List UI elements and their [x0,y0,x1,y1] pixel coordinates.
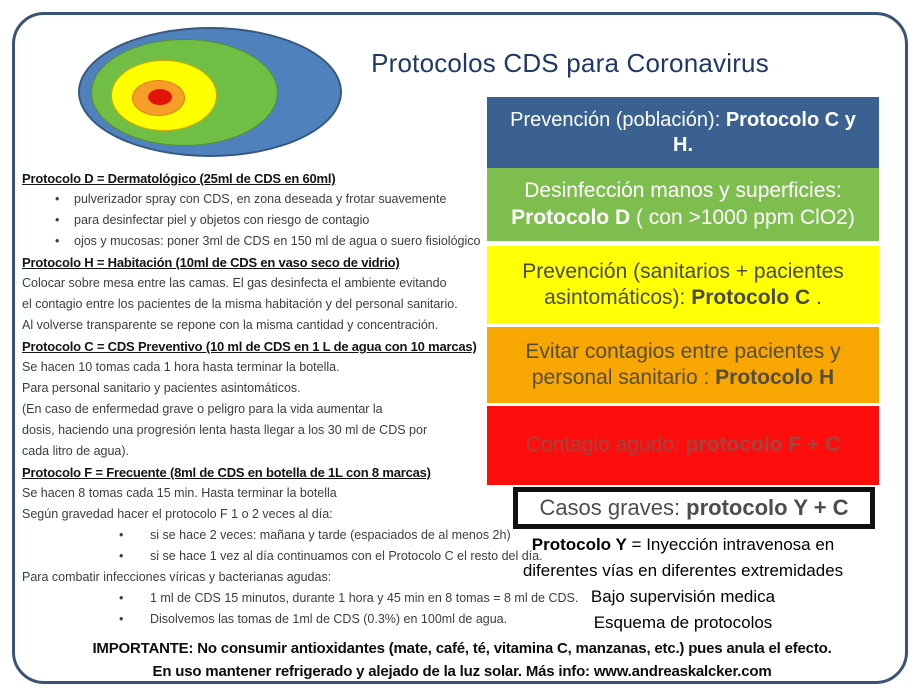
note-line-3: Bajo supervisión medica [590,587,776,606]
text-line: cada litro de agua). [22,444,130,458]
bullet-item: • pulverizador spray con CDS, en zona deseada y frotar suavemente [22,189,492,210]
bullet-item: • Disolvemos las tomas de 1ml de CDS (0.3%) en 100ml de agua. [22,609,492,630]
box-text [499,178,867,231]
box-text-pre: Prevención (sanitarios + pacientes asintomáticos): [522,259,850,309]
box-text-pre: Casos graves: [539,495,687,520]
text-line: Para personal sanitario y pacientes asintomáticos. [22,381,301,395]
note-line-2: diferentes vías en diferentes extremidades [522,561,844,580]
box-text-pre: Prevención (población): [510,108,726,131]
box-text-pre: Contagio agudo: [525,433,686,457]
box-text-bold: Protocolo C y H. [673,108,862,156]
box-text [526,432,841,458]
protocol-box-prevencion-poblacion [487,97,879,168]
box-text [499,259,867,312]
box-text-post: . [810,286,822,309]
text-line: (En caso de enfermedad grave o peligro para la vida aumentar la [22,402,383,416]
text-line: el contagio entre los pacientes de la misma habitación y del personal sanitario. [22,297,458,311]
bullet-item: • 1 ml de CDS 15 minutos, durante 1 hora y 45 min en 8 tomas = 8 ml de CDS. [22,588,492,609]
box-text-post: ( con >1000 ppm ClO2) [630,205,855,229]
box-text [539,495,848,521]
bullet-item: • para desinfectar piel y objetos con riesgo de contagio [22,210,492,231]
footer-line-2: En uso mantener refrigerado y alejado de la luz solar. Más info: www.andreaskalcker.com [152,663,772,680]
box-text-bold: protocolo Y + C [686,495,849,520]
note-bold: Protocolo Y [531,535,627,554]
protocol-y-note [487,532,879,636]
note-line-1 [487,532,879,558]
box-text-bold: Protocolo H [715,366,835,389]
box-text-bold: Protocolo C [691,286,811,309]
text-line: Se hacen 8 tomas cada 15 min. Hasta terminar la botella [22,486,337,500]
text-line: Al volverse transparente se repone con la misma cantidad y concentración. [22,318,439,332]
note-line-4: Esquema de protocolos [593,613,773,632]
bullet-item: • ojos y mucosas: poner 3ml de CDS en 150 ml de agua o suero fisiológico [22,231,492,252]
bullet-item: • si se hace 2 veces: mañana y tarde (espaciados de al menos 2h) [22,525,492,546]
protocol-d-header: Protocolo D = Dermatológico (25ml de CDS en 60ml) [22,171,336,186]
box-text-bold: Protocolo D [511,205,631,229]
protocol-f-header: Protocolo F = Frecuente (8ml de CDS en botella de 1L con 8 marcas) [22,465,431,480]
ellipse-ring-red [148,89,172,105]
protocol-box-contagio-agudo [487,406,879,485]
protocol-box-desinfeccion [487,168,879,241]
protocol-c-header: Protocolo C = CDS Preventivo (10 ml de CDS en 1 L de agua con 10 marcas) [22,339,477,354]
box-text-pre: Evitar contagios entre pacientes y personal sanitario : [525,339,847,389]
text-line: Para combatir infecciones víricas y bacterianas agudas: [22,570,332,584]
protocol-h-header: Protocolo H = Habitación (10ml de CDS en vaso seco de vidrio) [22,255,400,270]
footer-line-1: IMPORTANTE: No consumir antioxidantes (mate, café, té, vitamina C, manzanas, etc.) pues anula el efecto. [92,640,832,657]
text-line: dosis, haciendo una progresión lenta hasta llegar a los 30 ml de CDS por [22,423,428,437]
box-text-pre: Desinfección manos y superficies: [524,179,848,203]
text-line: Colocar sobre mesa entre las camas. El gas desinfecta el ambiente evitando [22,276,447,290]
box-text-bold: protocolo F + C [685,433,841,457]
bullet-item: • si se hace 1 vez al día continuamos con el Protocolo C el resto del día. [22,546,492,567]
text-line: Según gravedad hacer el protocolo F 1 o 2 veces al día: [22,507,333,521]
protocol-box-prevencion-sanitarios [487,246,879,324]
footer-warning [40,637,884,683]
page-title: Protocolos CDS para Coronavirus [371,48,769,78]
protocol-box-casos-graves [513,487,875,529]
box-text [499,108,867,158]
box-text [499,339,867,392]
note-rest: = Inyección intravenosa en [626,535,835,554]
text-line: Se hacen 10 tomas cada 1 hora hasta terminar la botella. [22,360,340,374]
protocol-box-evitar-contagios [487,327,879,403]
